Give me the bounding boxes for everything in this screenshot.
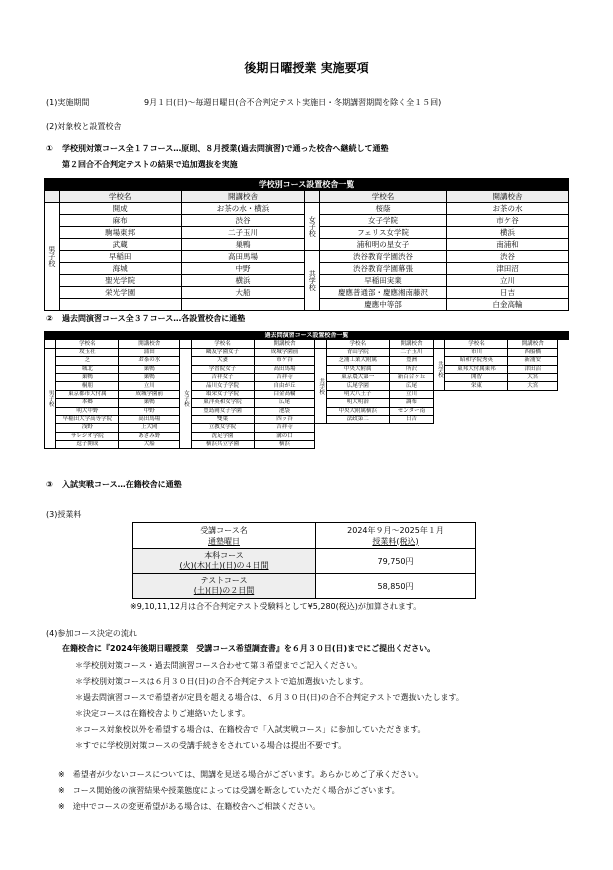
table-cell: 白金高輪 bbox=[447, 299, 569, 311]
table-cell: 巣鴨 bbox=[119, 365, 180, 373]
table-cell: 浅野 bbox=[56, 424, 119, 432]
table-cell: 芝 bbox=[56, 357, 119, 365]
table-cell: 大船 bbox=[181, 287, 305, 299]
table-title: 過去問演習コース設置校舎一覧 bbox=[45, 332, 569, 340]
col-campus: 開講校舎 bbox=[119, 340, 180, 348]
group-girls: 女子校 bbox=[180, 348, 191, 449]
table-cell: 吉祥寺 bbox=[254, 373, 315, 381]
table-cell: 豊島岡女子学園 bbox=[191, 407, 254, 415]
table-cell: 洗足学園 bbox=[191, 432, 254, 440]
table-cell: 東洋英和女学院 bbox=[191, 399, 254, 407]
table-cell: 白金高輪 bbox=[254, 390, 315, 398]
table-cell: 東京都市大付属 bbox=[56, 390, 119, 398]
flow-label: (4)参加コース決定の流れ bbox=[46, 629, 137, 638]
flow-bullet: ＊決定コースは在籍校舎よりご連絡いたします。 bbox=[75, 709, 250, 718]
table-cell: 聖光学院 bbox=[59, 275, 181, 287]
table-cell: 明大明治 bbox=[326, 399, 389, 407]
table-cell: 新浦安 bbox=[508, 357, 558, 365]
group-coed: 共学校 bbox=[305, 251, 320, 311]
table-cell: 女子学院 bbox=[320, 215, 447, 227]
flow-bullet: ＊コース対象校以外を希望する場合は、在籍校舎で「入試実戦コース」に参加していただきます。 bbox=[75, 725, 426, 734]
table-cell: 渋谷教育学園幕張 bbox=[320, 263, 447, 275]
table-cell: 攻玉社 bbox=[56, 348, 119, 356]
table-cell: 開智 bbox=[445, 373, 508, 381]
col-campus: 開講校舎 bbox=[254, 340, 315, 348]
fee-header-course-name: 受講コース名 bbox=[200, 525, 248, 535]
table-cell: 西船橋 bbox=[508, 348, 558, 356]
fee-note: ※9,10,11,12月は合不合判定テスト受験料として¥5,280(税込)が加算されます。 bbox=[130, 602, 422, 611]
table-cell: 横浜 bbox=[181, 275, 305, 287]
table-cell: 市ケ谷 bbox=[447, 215, 569, 227]
table-cell: 昭和学院秀英 bbox=[445, 357, 508, 365]
table-cell: 東京農大第一 bbox=[326, 373, 389, 381]
table-cell: 早稲田 bbox=[59, 251, 181, 263]
table-cell: 津田沼 bbox=[447, 263, 569, 275]
period-text: 9月１日(日)～毎週日曜日(合不合判定テスト実施日・冬期講習期間を除く全１５回) bbox=[144, 98, 442, 107]
table-cell: 大妻 bbox=[191, 357, 254, 365]
school-course-table bbox=[44, 178, 569, 311]
table-cell: 蒲田 bbox=[119, 348, 180, 356]
table-cell: 逗子開成 bbox=[56, 441, 119, 449]
period-label: (1)実施期間 bbox=[46, 98, 90, 107]
table-cell: 横浜 bbox=[447, 227, 569, 239]
group-coed: 共学校 bbox=[315, 348, 326, 424]
table-cell: 日吉 bbox=[447, 287, 569, 299]
table-cell: 立教女学院 bbox=[191, 424, 254, 432]
table-cell: 上大岡 bbox=[119, 424, 180, 432]
table-cell: 武蔵 bbox=[59, 239, 181, 251]
table-cell: 巣鴨 bbox=[119, 399, 180, 407]
table-cell: 広尾学園 bbox=[326, 382, 389, 390]
fee-row-days: (土)(日)の２日間 bbox=[193, 586, 255, 595]
table-cell: 豊洲 bbox=[389, 357, 433, 365]
group-boys: 男子校 bbox=[45, 203, 60, 311]
footnote: ※ コース開始後の演習結果や授業態度によっては受講を断念していただく場合がございます。 bbox=[58, 786, 400, 795]
fee-header-period: 2024年９月～2025年１月 bbox=[347, 525, 444, 535]
flow-bullet: ＊すでに学校別対策コースの受講手続きをされている場合は提出不要です。 bbox=[75, 741, 347, 750]
col-campus: 開講校舎 bbox=[447, 191, 569, 203]
table-cell: 中野 bbox=[181, 263, 305, 275]
table-cell: 大宮 bbox=[508, 382, 558, 390]
table-cell: 巣鴨 bbox=[56, 373, 119, 381]
table-cell: 渋谷教育学園渋谷 bbox=[320, 251, 447, 263]
col-school: 学校名 bbox=[56, 340, 119, 348]
table-cell: 高田馬場 bbox=[254, 365, 315, 373]
flow-bullet: ＊過去問演習コースで希望者が定員を超える場合は、６月３０日(日)の合不合判定テストで選抜いたします。 bbox=[75, 693, 464, 702]
item3-number: ③ bbox=[46, 480, 53, 489]
table-cell: 早稲田大学高等学院 bbox=[56, 415, 119, 423]
col-campus: 開講校舎 bbox=[389, 340, 433, 348]
table-cell: 二子玉川 bbox=[389, 348, 433, 356]
table-cell: 桜蔭 bbox=[320, 203, 447, 215]
table-cell: 青山学院 bbox=[326, 348, 389, 356]
table-cell: 雙葉 bbox=[191, 415, 254, 423]
table-cell: 二子玉川 bbox=[181, 227, 305, 239]
table-cell: 広尾 bbox=[254, 399, 315, 407]
table-cell: 立川 bbox=[119, 382, 180, 390]
table-cell: 早稲田実業 bbox=[320, 275, 447, 287]
table-cell: 広尾 bbox=[389, 382, 433, 390]
page-title: 後期日曜授業 実施要項 bbox=[244, 61, 369, 75]
table-cell: 立川 bbox=[389, 390, 433, 398]
target-label: (2)対象校と設置校舎 bbox=[46, 122, 122, 131]
fee-row-test bbox=[133, 574, 316, 599]
table-cell: 大宮 bbox=[508, 373, 558, 381]
table-cell: 明大中野 bbox=[56, 407, 119, 415]
table-cell: 横浜共立学園 bbox=[191, 441, 254, 449]
table-cell: 所沢 bbox=[389, 365, 433, 373]
item2-number: ② bbox=[46, 314, 53, 323]
table-cell: 池袋 bbox=[254, 407, 315, 415]
table-cell: 本郷 bbox=[56, 399, 119, 407]
fee-row-honka bbox=[133, 549, 316, 574]
table-cell: 法政第二 bbox=[326, 415, 389, 423]
flow-bullet: ＊学校別対策コース・過去問演習コース合わせて第３希望までご記入ください。 bbox=[75, 661, 363, 670]
fee-table bbox=[132, 522, 476, 599]
col-school: 学校名 bbox=[59, 191, 181, 203]
table-cell: 四ッ谷 bbox=[254, 415, 315, 423]
table-cell: 開成 bbox=[59, 203, 181, 215]
table-title: 学校別コース設置校舎一覧 bbox=[45, 179, 569, 191]
table-cell: 市川 bbox=[445, 348, 508, 356]
item1-line2: 第２回合不合判定テストの結果で追加選抜を実施 bbox=[62, 160, 238, 169]
footnote: ※ 途中でコースの変更希望がある場合は、在籍校舎へご相談ください。 bbox=[58, 802, 321, 811]
table-cell: 渋谷 bbox=[181, 215, 305, 227]
table-cell: 慶應中等部 bbox=[320, 299, 447, 311]
table-cell: 南浦和 bbox=[447, 239, 569, 251]
table-cell: 吉祥寺 bbox=[254, 424, 315, 432]
table-cell: お茶の水・横浜 bbox=[181, 203, 305, 215]
col-campus: 開講校舎 bbox=[181, 191, 305, 203]
table-cell: 成城学園前 bbox=[254, 348, 315, 356]
fee-row-name: 本科コース bbox=[204, 551, 244, 560]
group-girls: 女子校 bbox=[305, 203, 320, 251]
item1-number: ① bbox=[46, 144, 53, 153]
fee-label: (3)授業料 bbox=[46, 510, 82, 519]
table-cell: 新百合ヶ丘 bbox=[389, 373, 433, 381]
group-coed2: 共学校 bbox=[434, 348, 445, 390]
table-cell: 明大八王子 bbox=[326, 390, 389, 398]
table-cell: 立川 bbox=[447, 275, 569, 287]
item1-line1: 学校別対策コース全１７コース…原則、８月授業(過去問演習)で通った校舎へ継続して通塾 bbox=[62, 144, 389, 153]
fee-header-course bbox=[133, 523, 316, 549]
col-campus: 開講校舎 bbox=[508, 340, 558, 348]
table-cell: フェリス女学院 bbox=[320, 227, 447, 239]
fee-header-days: 通塾曜日 bbox=[208, 536, 240, 546]
table-cell: センター南 bbox=[389, 407, 433, 415]
table-cell: 駒場東邦 bbox=[59, 227, 181, 239]
table-cell: 調布 bbox=[389, 399, 433, 407]
col-school: 学校名 bbox=[326, 340, 389, 348]
table-cell: 芝浦工業大附属 bbox=[326, 357, 389, 365]
table-cell: 中央大附属横浜 bbox=[326, 407, 389, 415]
col-school: 学校名 bbox=[445, 340, 508, 348]
table-cell: 溝の口 bbox=[254, 432, 315, 440]
item2-line: 過去問演習コース全３７コース…各設置校舎に通塾 bbox=[62, 314, 246, 323]
item3-line: 入試実戦コース…在籍校舎に通塾 bbox=[62, 480, 182, 489]
table-cell: 津田沼 bbox=[508, 365, 558, 373]
fee-row-name: テストコース bbox=[200, 576, 248, 585]
table-cell: 高田馬場 bbox=[181, 251, 305, 263]
table-cell: 成城学園前 bbox=[119, 390, 180, 398]
table-cell: 巣鴨 bbox=[181, 239, 305, 251]
fee-header-tuition: 授業料(税込) bbox=[372, 536, 419, 546]
table-cell: 東邦大付属東邦 bbox=[445, 365, 508, 373]
table-cell: あざみ野 bbox=[119, 432, 180, 440]
table-cell: 麻布 bbox=[59, 215, 181, 227]
table-cell: 横浜 bbox=[254, 441, 315, 449]
fee-row-price: 79,750円 bbox=[316, 549, 476, 574]
table-cell: 頌栄女子学院 bbox=[191, 390, 254, 398]
table-cell: 浦和明の星女子 bbox=[320, 239, 447, 251]
table-cell: 桐朋 bbox=[56, 382, 119, 390]
table-cell: 高田馬場 bbox=[119, 415, 180, 423]
footnote: ※ 希望者が少ないコースについては、開講を見送る場合がございます。あらかじめご了承ください。 bbox=[58, 770, 424, 779]
table-cell: 海城 bbox=[59, 263, 181, 275]
table-cell: 中野 bbox=[119, 407, 180, 415]
table-cell: 学習院女子 bbox=[191, 365, 254, 373]
flow-bullet: ＊学校別対策コースは６月３０日(日)の合不合判定テストで追加選抜いたします。 bbox=[75, 677, 368, 686]
fee-row-days: (火)(木)(土)(日)の４日間 bbox=[179, 561, 269, 570]
table-cell: 日吉 bbox=[389, 415, 433, 423]
table-cell: 自由が丘 bbox=[254, 382, 315, 390]
table-cell: 中央大附属 bbox=[326, 365, 389, 373]
table-cell: サレジオ学院 bbox=[56, 432, 119, 440]
table-cell: 城北 bbox=[56, 365, 119, 373]
group-boys: 男子校 bbox=[45, 348, 56, 449]
table-cell: 巣鴨 bbox=[119, 373, 180, 381]
table-cell: 品川女子学院 bbox=[191, 382, 254, 390]
table-cell: 市ケ谷 bbox=[254, 357, 315, 365]
table-cell: 栄東 bbox=[445, 382, 508, 390]
table-cell: お茶の水 bbox=[119, 357, 180, 365]
table-cell: 栄光学園 bbox=[59, 287, 181, 299]
table-cell: 吉祥女子 bbox=[191, 373, 254, 381]
fee-header-price bbox=[316, 523, 476, 549]
fee-row-price: 58,850円 bbox=[316, 574, 476, 599]
col-school: 学校名 bbox=[191, 340, 254, 348]
past-exam-table bbox=[44, 331, 569, 449]
table-cell: お茶の水 bbox=[447, 203, 569, 215]
table-cell: 大船 bbox=[119, 441, 180, 449]
flow-lead: 在籍校舎に『2024年後期日曜授業 受講コース希望調査書』を６月３０日(日)までにご提出ください。 bbox=[62, 644, 436, 653]
table-cell: 渋谷 bbox=[447, 251, 569, 263]
table-cell: 鷗友学園女子 bbox=[191, 348, 254, 356]
table-cell: 慶應普通部・慶應湘南藤沢 bbox=[320, 287, 447, 299]
col-school: 学校名 bbox=[320, 191, 447, 203]
